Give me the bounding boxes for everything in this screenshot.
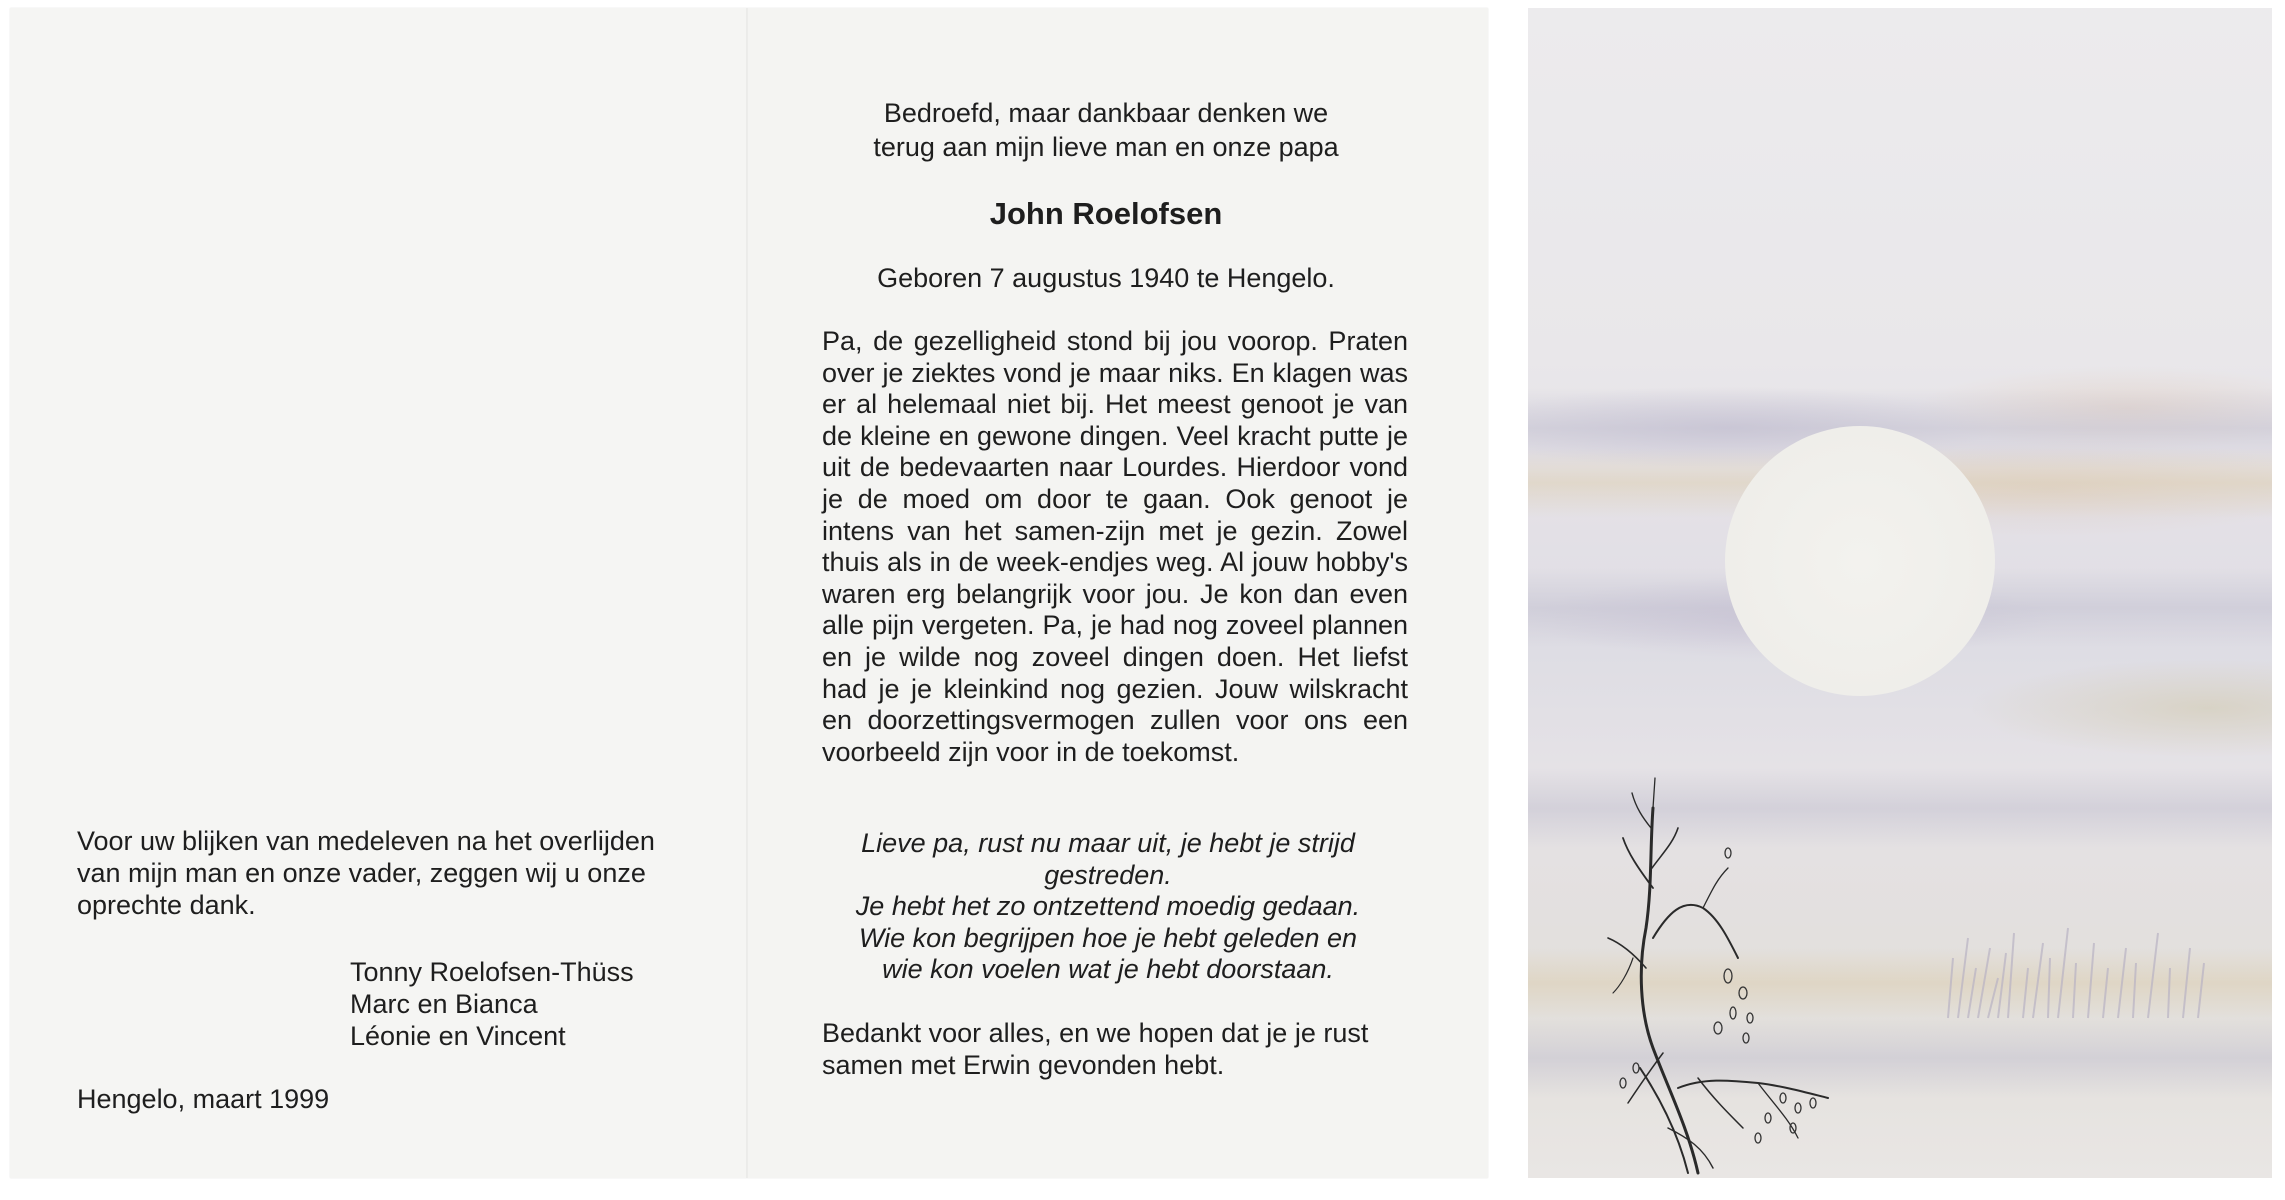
poem-line-2: gestreden. (1044, 859, 1172, 890)
poem-line-3: Je hebt het zo ontzettend moedig gedaan. (855, 891, 1361, 922)
intro-line-2: terug aan mijn lieve man en onze papa (873, 132, 1339, 162)
closing-text: Bedankt voor alles, en we hopen dat je je rust samen met Erwin gevonden hebt. (822, 1018, 1369, 1080)
memoir-paragraph: Pa, de gezelligheid stond bij jou voorop. Praten over je ziektes vond je maar niks. En klagen was er al helemaal niet bij. Het meest genoot je van de kleine en gewone dingen. Veel kracht putte je uit de bedevaarten naar Lourdes. Hierdoor vond je de moed om door te gaan. Ook genoot je intens van het samen-zijn met je gezin. Zowel thuis als in de week-endjes weg. Al jouw hobby's waren erg belangrijk voor jou. Je kon dan even alle pijn vergeten. Pa, je had nog zoveel plannen en je wilde nog zoveel dingen doen. Het liefst had je je kleinkind nog gezien. Jouw wilskracht en doorzettingsvermogen zullen voor ons een voorbeeld zijn voor in de toekomst. (822, 326, 1408, 767)
signers-block (350, 956, 634, 1052)
signer-1: Tonny Roelofsen-Thüss (350, 957, 634, 987)
place-date: Hengelo, maart 1999 (77, 1084, 330, 1114)
card-inside-spread (10, 8, 1488, 1178)
birth-line: Geboren 7 augustus 1940 te Hengelo. (877, 263, 1335, 293)
branch-icon (1528, 8, 2272, 1178)
card-front-illustration (1528, 8, 2272, 1178)
signer-3: Léonie en Vincent (350, 1021, 566, 1051)
poem-line-5: wie kon voelen wat je hebt doorstaan. (882, 954, 1334, 985)
poem-line-1: Lieve pa, rust nu maar uit, je hebt je strijd (861, 828, 1355, 858)
tree-branch-icon (1608, 778, 1828, 1173)
inside-middle-panel (748, 8, 1488, 1178)
intro-text (786, 96, 1426, 164)
memoir-text (822, 326, 1408, 768)
signer-2: Marc en Bianca (350, 989, 538, 1019)
poem (788, 828, 1428, 986)
thanks-text: Voor uw blijken van medeleven na het overlijden van mijn man en onze vader, zeggen wij u onze oprechte dank. (77, 826, 655, 920)
poem-line-4: Wie kon begrijpen hoe je hebt geleden en (858, 922, 1358, 953)
inside-left-panel (10, 8, 746, 1178)
deceased-name: John Roelofsen (989, 196, 1223, 231)
intro-line-1: Bedroefd, maar dankbaar denken we (883, 98, 1329, 128)
reeds-icon (1948, 928, 2204, 1018)
